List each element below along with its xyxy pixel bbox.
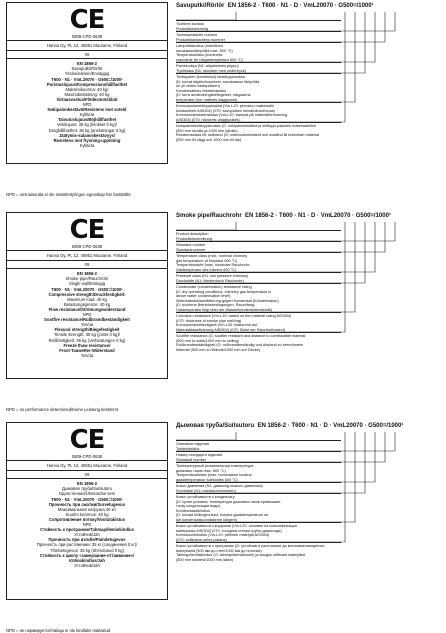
explanation-line: on yli veden kastepisteen) xyxy=(176,84,220,88)
property-name: Стойкость к програнию/Tahmapõlemiskindlus xyxy=(40,527,134,533)
explanation-line: maxvärde för rökgastemperatur 600 °C) xyxy=(176,57,243,62)
explanation-line: Gastemperatur des Kamins 600 °C) xyxy=(176,267,237,272)
explanation-row xyxy=(176,332,341,352)
explanation-line: (D: trockene Betriebsbedingungen, Rauchfang- xyxy=(176,303,256,307)
designation-code: T600 · N1 · VmL20070 · G500=/1000¹ xyxy=(51,496,123,502)
explanation-line: (D: kuivat käyttöolosuhteet, savukaasun lämpötila xyxy=(176,79,260,84)
ce-mark-logo: CE xyxy=(69,5,105,35)
header-code: EN 1856-2 · T600 · N1 · D · VmL20070 · G500=/1000¹ xyxy=(245,213,391,219)
property-name: Сопротивление потоку/Voolutakistus xyxy=(48,516,126,522)
header-title: Дымовая труба/Suitsutoru xyxy=(176,423,255,429)
year: 09 xyxy=(84,52,90,58)
explanation-line: savukaasulämpötila max. 600 °C) xyxy=(176,48,233,53)
explanation-line: Tuotestandardin numero xyxy=(176,33,218,37)
explanation-line: (070: thickness of smoke pipe wall/ing) xyxy=(176,318,242,323)
property-value: Tõmbetugevus: 35 kg (ühendused 0 kg) xyxy=(49,547,125,553)
product-line: Yksiseinäinen/Enväggig xyxy=(64,71,110,77)
property-value: Reißfestigkeit: 35 kg (Verbindungen 0 kg) xyxy=(48,337,126,343)
explanation-line: Temperatuuriklass (max. nominaalne korstna xyxy=(176,473,252,477)
property-name: Taivutuslujuus/Böjhållfasthet xyxy=(57,117,117,123)
header-code: EN 1856-2 · T600 · N1 · D · VmL20070 · G500=/1000¹ xyxy=(227,3,374,9)
year: 09 xyxy=(84,472,90,478)
explanation-line: Korrosioonikindlus (Vm-L20: põhineb materjali AISI304) xyxy=(176,533,270,537)
explanation-row xyxy=(176,522,341,542)
explanation-line: (500 mm seintest/1000 mm lakke) xyxy=(176,557,234,562)
declaration-section xyxy=(6,2,440,207)
explanation-line: Widerstandsklassifizierung gegen Kondensat (Kondensation) xyxy=(176,298,279,303)
standard-number: EN 1856-2 xyxy=(76,481,98,487)
declaration-section xyxy=(6,212,440,417)
property-name: Nokipalonkestävä/Resistens mot soteld xyxy=(47,107,127,113)
property-value: Suurim koormus: 40 kg xyxy=(65,511,109,517)
explanation-line: Resistensklass för sotbrand (G: sotbrandsresistent och avstånd till brännbart material xyxy=(176,133,320,137)
explanation-line: дымовых газов max. 600 °C) xyxy=(176,468,226,473)
explanation-rows xyxy=(176,20,341,142)
property-value: NPD xyxy=(82,522,92,528)
explanation-line: Paineluokka (N1: alipaineinen piippu) xyxy=(176,64,239,68)
product-line: Savuputki/Rörlör xyxy=(71,66,103,72)
product-line: Дымовая труба/Suitsutoru xyxy=(62,486,112,492)
explanation-row xyxy=(176,283,341,312)
header-code: EN 1856-2 · T600 · N1 · D · VmL20070 · G500=/1000¹ xyxy=(257,423,404,429)
header-title: Savuputki/Rörlör xyxy=(176,3,225,9)
explanation-line: Korrosionsresistensklass (Vm-L20: baserat på materialförbrukning xyxy=(176,113,288,117)
explanation-line: Korrosionsbeständigkeit (Vm-L20: basierend auf xyxy=(176,323,258,327)
property-value: Maksimikuorma: 40 kg/ xyxy=(65,86,109,92)
explanation-line: Класс устойчивости к програнию (G: устойчив и расстояние до воспламеняющегося xyxy=(176,544,325,548)
property-value: Tensile strength: 35 kg (joints 0 kg)/ xyxy=(54,332,120,338)
designation-code: T600 · N1 · VmL20070 · G500=/1000¹ xyxy=(51,76,123,82)
property-name: Стойкость к циклу «замерзание-оттаивание»/ xyxy=(39,552,135,558)
property-value: Максимальная нагрузка 40 кг/ xyxy=(57,506,117,512)
explanation-line: Nokipalonkestävyysluokka (G: nokipalonkestävä ja etäisyys palavien materiaaleihin xyxy=(176,124,316,128)
year: 09 xyxy=(84,262,90,268)
explanation-line: Druckstufe (N1: Niederdruck Rauchrohr) xyxy=(176,278,244,283)
property-name: Jäätymis-sulamiskestävyys/ xyxy=(58,132,116,138)
explanation-line: Material (500 mm zu Wände/1000 mm zur Decke) xyxy=(176,347,260,352)
explanation-line: AISI304) (070: rökrörets väggtjocklek) xyxy=(176,117,240,122)
explanation-line: (500 mm sivuille ja 1000 mm katolle) xyxy=(176,128,238,133)
explanation-row xyxy=(176,102,341,122)
explanation-line: (D: dry operating conditions, chimney gas temperature is xyxy=(176,289,272,294)
property-value: Maximibelastning: 40 kg xyxy=(64,91,110,97)
explanation-line: Температурный (номинальная температура xyxy=(176,464,254,468)
property-value: Draghållfasthet: 35 kg (anslutningar 0 kg) xyxy=(48,127,126,133)
explanation-line: Tuotteen kuvaus xyxy=(176,22,204,26)
certificate-number: 0809-CPD-0638 xyxy=(71,454,103,459)
explanation-line: above water condensation level) xyxy=(176,294,231,298)
explanation-line: (500 mm to walls/1000 mm to ceiling) xyxy=(176,338,239,343)
explanation-line: точку конденсации воды) xyxy=(176,504,221,508)
npd-note: NPD = no performance determined/Keine Leistung bestimmt xyxy=(6,407,119,412)
explanation-row xyxy=(176,493,341,522)
explanation-line: Standardnummer xyxy=(176,247,206,252)
explanation-line: Kondensations resistensklass xyxy=(176,88,227,93)
explanation-rows xyxy=(176,440,341,562)
explanation-line: Rußbrandbeständigkeit (G: rußbrandbeständig und Abstand zu brennbarem xyxy=(176,343,304,347)
property-value: Kyllä/Ja xyxy=(79,112,95,118)
product-line: Smoke pipe/Rauchrohr xyxy=(65,276,109,282)
property-value: NPD xyxy=(82,102,92,108)
leader-line xyxy=(176,222,236,230)
ce-mark-logo: CE xyxy=(69,425,105,455)
property-name: Прочность при изгибе/Paindetugevus xyxy=(48,537,126,543)
explanation-line: Класс устойчивости к конденсату xyxy=(176,495,235,499)
explanation-row xyxy=(176,451,341,462)
explanation-row xyxy=(176,272,341,283)
explanation-line: Класс давления (N1: дымоход низкого давления) xyxy=(176,484,263,488)
explanation-row xyxy=(176,462,341,482)
explanation-row xyxy=(176,312,341,332)
explanation-line: Temperaturstufe (max. nominale Rauchrohr- xyxy=(176,263,251,267)
explanation-line: Temperature class (max. nominal chimney xyxy=(176,254,248,258)
standard-number: EN 1856-2 xyxy=(76,271,98,277)
explanation-line: Класс устойчивости к коррозии (Vm-L20: основан на классификации xyxy=(176,524,297,528)
explanation-line: gas temperature of fireplace 600 °C) xyxy=(176,258,238,263)
property-value: Kyllä/Ja xyxy=(79,142,95,148)
manufacturer-address: Harvia Oy, PL 12, 40951 Muurame, Finland xyxy=(46,43,128,49)
explanation-line: Corrosion resistance (Vm-L20: based on the material rating AISI304) xyxy=(176,314,292,318)
explanation-line: temperatur över vattnets daggpunkt) xyxy=(176,97,238,102)
explanation-line: Kondensaadikindlus xyxy=(176,508,210,513)
property-value: NPD xyxy=(82,312,92,318)
designation-code: T600 · N1 · VmL20070 · G500=/1000¹ xyxy=(51,286,123,292)
ce-mark-logo: CE xyxy=(69,215,105,245)
explanation-line: (D: torra användningsbetingelser, rökgasens xyxy=(176,93,251,97)
manufacturer-address: Harvia Oy, PL 12, 40951 Muurame, Finland xyxy=(46,253,128,259)
property-value: Устойчив/Jah xyxy=(74,532,100,538)
certificate-number: 0809-CPD-0638 xyxy=(71,244,103,249)
explanation-row xyxy=(176,440,341,451)
explanation-line: Описание изделия xyxy=(176,442,209,446)
explanation-line: материала (500 мм до стен/1000 мм до потолка) xyxy=(176,548,262,553)
header-title: Smoke pipe/Rauchrohr xyxy=(176,213,242,219)
property-name: Прочность при сжатии/Survetugevus xyxy=(48,501,126,507)
property-name: Puristuslujuus/Kompressionshållfasthet xyxy=(46,81,128,87)
property-name: Compressive strength/Druckfestigkeit: xyxy=(48,291,126,297)
explanation-row xyxy=(176,31,341,42)
product-line: Одностенная/Ühekordne sein xyxy=(58,491,116,497)
property-value: Прочность при растяжении: 35 кг (соединения 0 кг)/ xyxy=(36,542,138,548)
property-value: Yes/Ja xyxy=(80,322,94,328)
explanation-line: Survetase (N1: madalsurvekorsten) xyxy=(176,488,236,493)
explanation-line: Standardi number xyxy=(176,457,207,462)
manufacturer-address: Harvia Oy, PL 12, 40951 Muurame, Finland xyxy=(46,463,128,469)
explanation-row xyxy=(176,230,341,241)
property-value: Belastungsgrenze: 40 kg xyxy=(63,301,111,307)
property-value: Maximum load: 40 kg xyxy=(67,296,107,302)
explanation-line: (070: suitsutoru seina paksus) xyxy=(176,537,227,542)
explanation-rows xyxy=(176,230,341,352)
property-name: Virtausvastus/Flödesmotstånd xyxy=(56,96,118,102)
explanation-line: Produktbeschreibung xyxy=(176,236,212,241)
property-value: Устойчив/Jah xyxy=(74,562,100,568)
property-name: Frost-Tauwetter-Widerstand xyxy=(59,347,115,353)
explanation-line: Produktbeskrivning xyxy=(176,26,209,31)
explanation-line: Tootekirjeldus xyxy=(176,446,200,451)
leader-line xyxy=(176,432,236,440)
npd-note: NPD = ominaisuutta ei ole määritetty/ingen egenskap har fastställts xyxy=(6,192,131,197)
declaration-section xyxy=(6,422,440,633)
explanation-line: Lämpötilaluokka (nimellinen xyxy=(176,44,223,48)
explanation-row xyxy=(176,252,341,272)
explanation-line: Gastemperatur liegt über der Wasserkondensationsstufe) xyxy=(176,307,273,312)
certificate-number: 0809-CPD-0638 xyxy=(71,34,103,39)
property-name: Sootfire resistance/Rußbrandbeständigkeit xyxy=(44,317,130,323)
explanation-line: Pressure class (N1: low pressure chimney) xyxy=(176,274,249,278)
explanation-line: (500 mm till vägg och 1000 mm till tak) xyxy=(176,137,241,142)
explanation-line: Sootfire resistance (G: sootfire resistant and distance to combustible material xyxy=(176,334,306,338)
explanation-row xyxy=(176,42,341,62)
explanation-line: Korroosionkestävyysluokka (Vm-L20: perustuu materiaalin xyxy=(176,104,275,108)
explanation-line: Temperaturklass (nominella xyxy=(176,53,223,57)
explanation-line: gaasitemperatuur tulekoldes 600 °C) xyxy=(176,477,238,482)
explanation-line: kulutukseen AISI304) (070: savuputken seinämänvahvuus) xyxy=(176,108,275,113)
explanation-row xyxy=(176,482,341,493)
standard-number: EN 1856-2 xyxy=(76,61,98,67)
property-name: Freeze thaw resistance/ xyxy=(63,342,111,348)
explanation-row xyxy=(176,542,341,562)
explanation-row xyxy=(176,73,341,102)
property-value: Vetolujuus: 35 kg (liitokset 0 kg)/ xyxy=(56,122,118,128)
explanation-line: Product description xyxy=(176,232,209,236)
explanation-line: Tiiviisyyden (kondenssi) kestävyysluokka xyxy=(176,75,245,79)
property-name: Resistens mot frysning-upptining xyxy=(53,137,121,143)
explanation-line: Tahmapõlemiskindlus (G: tahmapõlemiskindel) ja kaugus süttivast materjalist xyxy=(176,553,306,557)
property-name: Flexural strength/Biegefestigkeit xyxy=(54,327,120,333)
explanation-line: Materialklassifizierung AISI304) (070: Dicke der Rauchrohrwand) xyxy=(176,327,285,332)
explanation-line: Tryckklass (N1: skorsten med undertryck) xyxy=(176,68,246,73)
explanation-row xyxy=(176,241,341,252)
property-value: Yes/Ja xyxy=(80,352,94,358)
property-name: Külmakindlus/Jah xyxy=(69,557,105,563)
explanation-row xyxy=(176,20,341,31)
product-line: Single wall/Einlagig xyxy=(68,281,106,287)
explanation-line: Номер стандарта изделия xyxy=(176,453,223,457)
explanation-line: материала AISI304) (070: толщина стенки трубы дымохода) xyxy=(176,528,282,533)
explanation-line: Condensate (condensation) resistance rating xyxy=(176,285,252,289)
explanation-line: (D: kuivad töötingimused, korstna gaasitemperatuur on xyxy=(176,513,269,517)
explanation-line: üle kondensatsioonitaseme kõrgem) xyxy=(176,517,237,522)
npd-note: NPD = не нормируется/näitaja ei ole kindlaks määratud xyxy=(6,628,111,633)
explanation-row xyxy=(176,62,341,73)
explanation-line: Standard number xyxy=(176,243,206,247)
property-name: Flow resistance/Strömungswiderstand xyxy=(48,306,126,312)
explanation-line: Produktstandardens nummer xyxy=(176,37,225,42)
explanation-row xyxy=(176,122,341,142)
explanation-line: (D: сухие условия, температура дымовых газов превышает xyxy=(176,499,281,504)
leader-line xyxy=(176,12,236,20)
